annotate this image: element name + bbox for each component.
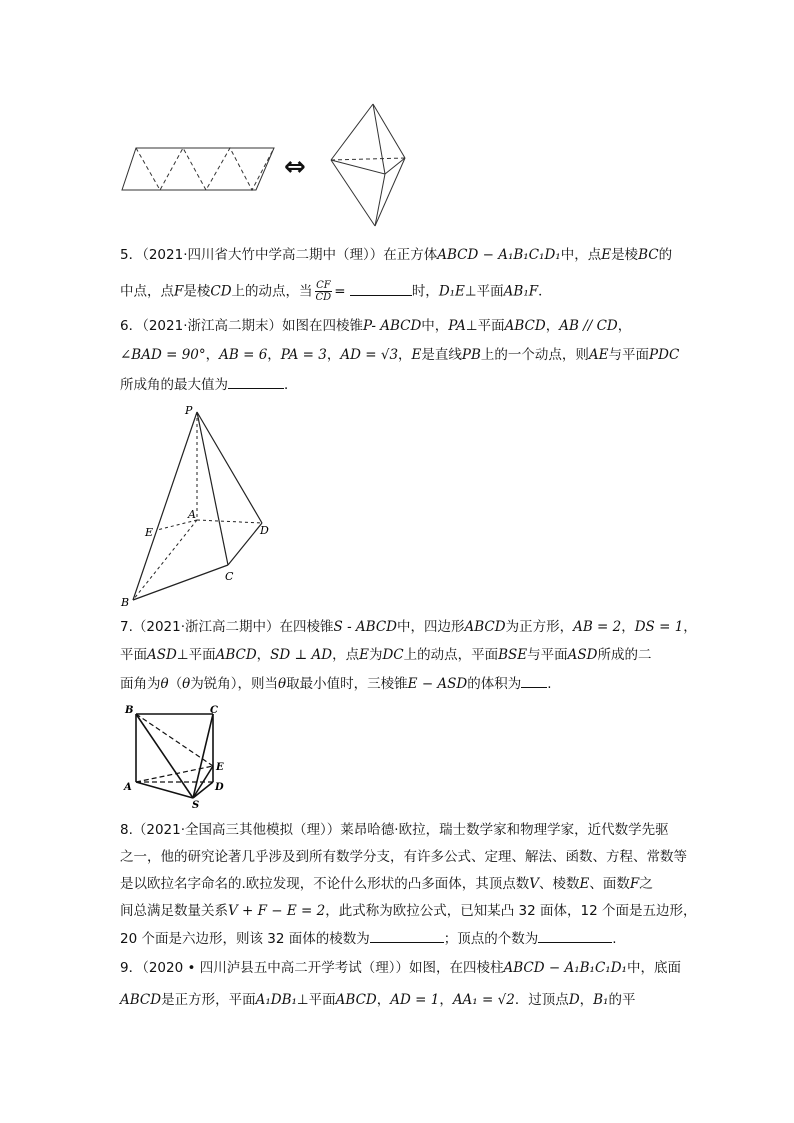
math-pa: PA — [448, 318, 466, 334]
math-pa: PA = 3 — [280, 347, 327, 363]
text: 是棱 — [611, 247, 639, 263]
math-abcd: ABCD — [504, 318, 546, 334]
math-cube: ABCD − A₁B₁C₁D₁ — [437, 247, 561, 263]
math-bc: BC — [638, 247, 659, 263]
text: ， — [398, 347, 412, 363]
math-dc: DC — [382, 647, 404, 663]
math-pdc: PDC — [649, 347, 680, 363]
text: 、面数 — [589, 876, 630, 892]
math-ab: AB = 6 — [219, 347, 268, 363]
math-cd: CD — [210, 283, 232, 300]
frac-den: CD — [315, 292, 332, 303]
math-v: V — [529, 876, 540, 892]
math-abcd: ABCD — [215, 647, 257, 663]
pyramid-sabcd-figure — [118, 702, 238, 810]
math-parallel: AB // CD — [559, 318, 618, 334]
text: ， — [439, 992, 453, 1008]
text: ， — [545, 318, 560, 334]
label-a: A — [188, 508, 196, 521]
math-prism: ABCD − A₁B₁C₁D₁ — [503, 960, 627, 976]
math-pyramid: P- ABCD — [363, 318, 422, 334]
text: 的平 — [608, 992, 636, 1008]
text: ，点 — [332, 647, 360, 663]
frac-num: CF — [316, 280, 331, 291]
math-theta: θ — [278, 676, 287, 692]
text: 为 — [368, 647, 383, 663]
text: ⊥平面 — [464, 283, 504, 300]
text: 中， — [421, 318, 449, 334]
math-theta: θ — [182, 676, 191, 692]
math-ds: DS = 1 — [634, 619, 684, 635]
q5-line2 — [120, 280, 552, 303]
text: 20 个面是六边形，则该 32 面体的棱数为 — [120, 931, 370, 947]
text: （ — [168, 676, 183, 692]
text: 间总满足数量关系 — [120, 903, 228, 919]
q7-line2 — [120, 645, 651, 665]
text: 上的动点，平面 — [403, 647, 499, 663]
text: 5．（2021·四川省大竹中学高二期中（理））在正方体 — [120, 247, 438, 263]
text: 中，底面 — [626, 960, 681, 976]
text: 是以欧拉名字命名的.欧拉发现，不论什么形状的凸多面体，其顶点数 — [120, 876, 530, 892]
text: 是直线 — [421, 347, 462, 363]
text: ， — [326, 347, 341, 363]
pyramid-pabcd-figure — [115, 400, 275, 610]
label-b: B — [125, 705, 134, 716]
label-c: C — [225, 570, 234, 583]
fraction-cf-cd — [315, 280, 333, 303]
text: ；顶点的个数为 — [443, 931, 539, 947]
math-e: E — [601, 247, 612, 263]
label-d: D — [215, 782, 224, 793]
q9-line1 — [120, 958, 681, 978]
q8-line5 — [120, 928, 617, 949]
math-easd: E − ASD — [407, 676, 468, 692]
text: ， — [621, 619, 635, 635]
answer-blank[interactable] — [350, 281, 412, 296]
math-pb: PB — [461, 347, 481, 363]
math-ad: AD = √3 — [340, 347, 399, 363]
math-f: F — [174, 283, 184, 300]
text: 之 — [639, 876, 653, 892]
label-a: A — [124, 782, 132, 793]
answer-blank[interactable] — [228, 374, 284, 389]
text: ， — [256, 647, 271, 663]
text: ， — [376, 992, 391, 1008]
q9-line2 — [120, 990, 635, 1010]
text: 6．（2021·浙江高二期末）如图在四棱锥 — [120, 318, 363, 334]
text: ， — [267, 347, 281, 363]
q8-line2: 之一，他的研究论著几乎涉及到所有数学分支，有许多公式、定理、解法、函数、方程、常数等 — [120, 849, 687, 865]
math-theta: θ — [160, 676, 169, 692]
text: ．过顶点 — [514, 992, 569, 1008]
math-angle: ∠BAD = 90° — [120, 347, 206, 363]
text: ， — [683, 619, 697, 635]
text: ，此式称为欧拉公式，已知某凸 32 面体，12 个面是五边形， — [325, 903, 697, 919]
math-d: D — [568, 992, 580, 1008]
math-ae: AE — [588, 347, 609, 363]
text: 为锐角），则当 — [190, 676, 279, 692]
text: 上的动点，当 — [231, 283, 313, 300]
math-d1e: D₁E — [438, 283, 465, 300]
text: 的体积为 — [467, 676, 522, 692]
math-aa1: AA₁ = √2 — [452, 992, 515, 1008]
text: ， — [617, 318, 632, 334]
math-bse: BSE — [498, 647, 528, 663]
text: 7.（2021·浙江高二期中）在四棱锥 — [120, 619, 334, 635]
equivalence-arrow: ⇔ — [284, 152, 306, 182]
q6-line2 — [120, 345, 679, 365]
label-e: E — [145, 526, 154, 539]
text: ． — [538, 283, 552, 300]
math-e: E — [579, 876, 590, 892]
math-abcd: ABCD — [464, 619, 506, 635]
label-e: E — [216, 762, 224, 773]
math-f: F — [629, 876, 640, 892]
text: 是棱 — [183, 283, 211, 300]
q8-line4 — [120, 901, 696, 921]
text: 时， — [411, 283, 439, 300]
math-abcd: ABCD — [335, 992, 377, 1008]
text: ． — [284, 377, 298, 393]
label-c: C — [210, 705, 218, 716]
math-e: E — [359, 647, 369, 663]
text: 是正方形，平面 — [161, 992, 256, 1008]
text: 取最小值时，三棱锥 — [286, 676, 408, 692]
math-asd: ASD — [567, 647, 598, 663]
math-pyramid: S - ABCD — [333, 619, 397, 635]
text: 为正方形， — [505, 619, 574, 635]
q5-line1 — [120, 245, 672, 265]
math-sd: SD ⊥ AD — [270, 647, 333, 663]
text: 与平面 — [527, 647, 568, 663]
q6-line1 — [120, 316, 631, 336]
math-ad: AD = 1 — [390, 992, 440, 1008]
math-e: E — [411, 347, 422, 363]
text: . — [547, 676, 552, 692]
label-p: P — [185, 404, 193, 417]
text: ⊥平面 — [465, 318, 505, 334]
answer-blank-vertices[interactable] — [538, 928, 612, 943]
math-asd: ASD — [147, 647, 177, 663]
label-b: B — [121, 596, 130, 609]
label-d: D — [260, 524, 269, 537]
text: 9．（2020 • 四川泸县五中高二开学考试（理））如图，在四棱柱 — [120, 960, 504, 976]
q7-line3 — [120, 673, 552, 694]
text: ⊥平面 — [296, 992, 336, 1008]
text: ， — [205, 347, 220, 363]
q8-line3 — [120, 874, 653, 894]
triangle-strip-figure — [118, 142, 278, 194]
math-a1db1: A₁DB₁ — [255, 992, 297, 1008]
text: 中，四边形 — [397, 619, 465, 635]
text: 上的一个动点，则 — [480, 347, 589, 363]
text: ， — [579, 992, 594, 1008]
text: 平面 — [120, 647, 147, 663]
text: 中，点 — [560, 247, 602, 263]
text: 所成角的最大值为 — [120, 377, 228, 393]
answer-blank-edges[interactable] — [370, 928, 444, 943]
text: 与平面 — [608, 347, 650, 363]
text: = — [334, 283, 346, 300]
math-euler-formula: V + F − E = 2 — [228, 903, 326, 919]
math-ab1f: AB₁F — [503, 283, 539, 300]
label-s: S — [192, 800, 200, 810]
text: . — [612, 931, 617, 947]
q6-line3 — [120, 374, 298, 395]
text: 中点，点 — [120, 283, 174, 300]
math-b1: B₁ — [593, 992, 609, 1008]
text: 所成的二 — [597, 647, 652, 663]
text: 、棱数 — [539, 876, 580, 892]
text: 的 — [658, 247, 673, 263]
math-ab: AB = 2 — [573, 619, 622, 635]
bipyramid-figure — [325, 100, 415, 230]
q8-line1: 8.（2021·全国高三其他模拟（理））莱昂哈德·欧拉，瑞士数学家和物理学家，近代数学先驱 — [120, 822, 669, 838]
text: 面角为 — [120, 676, 161, 692]
text: ⊥平面 — [176, 647, 216, 663]
q7-line1 — [120, 617, 697, 637]
math-abcd: ABCD — [120, 992, 162, 1008]
answer-blank[interactable] — [521, 673, 547, 688]
